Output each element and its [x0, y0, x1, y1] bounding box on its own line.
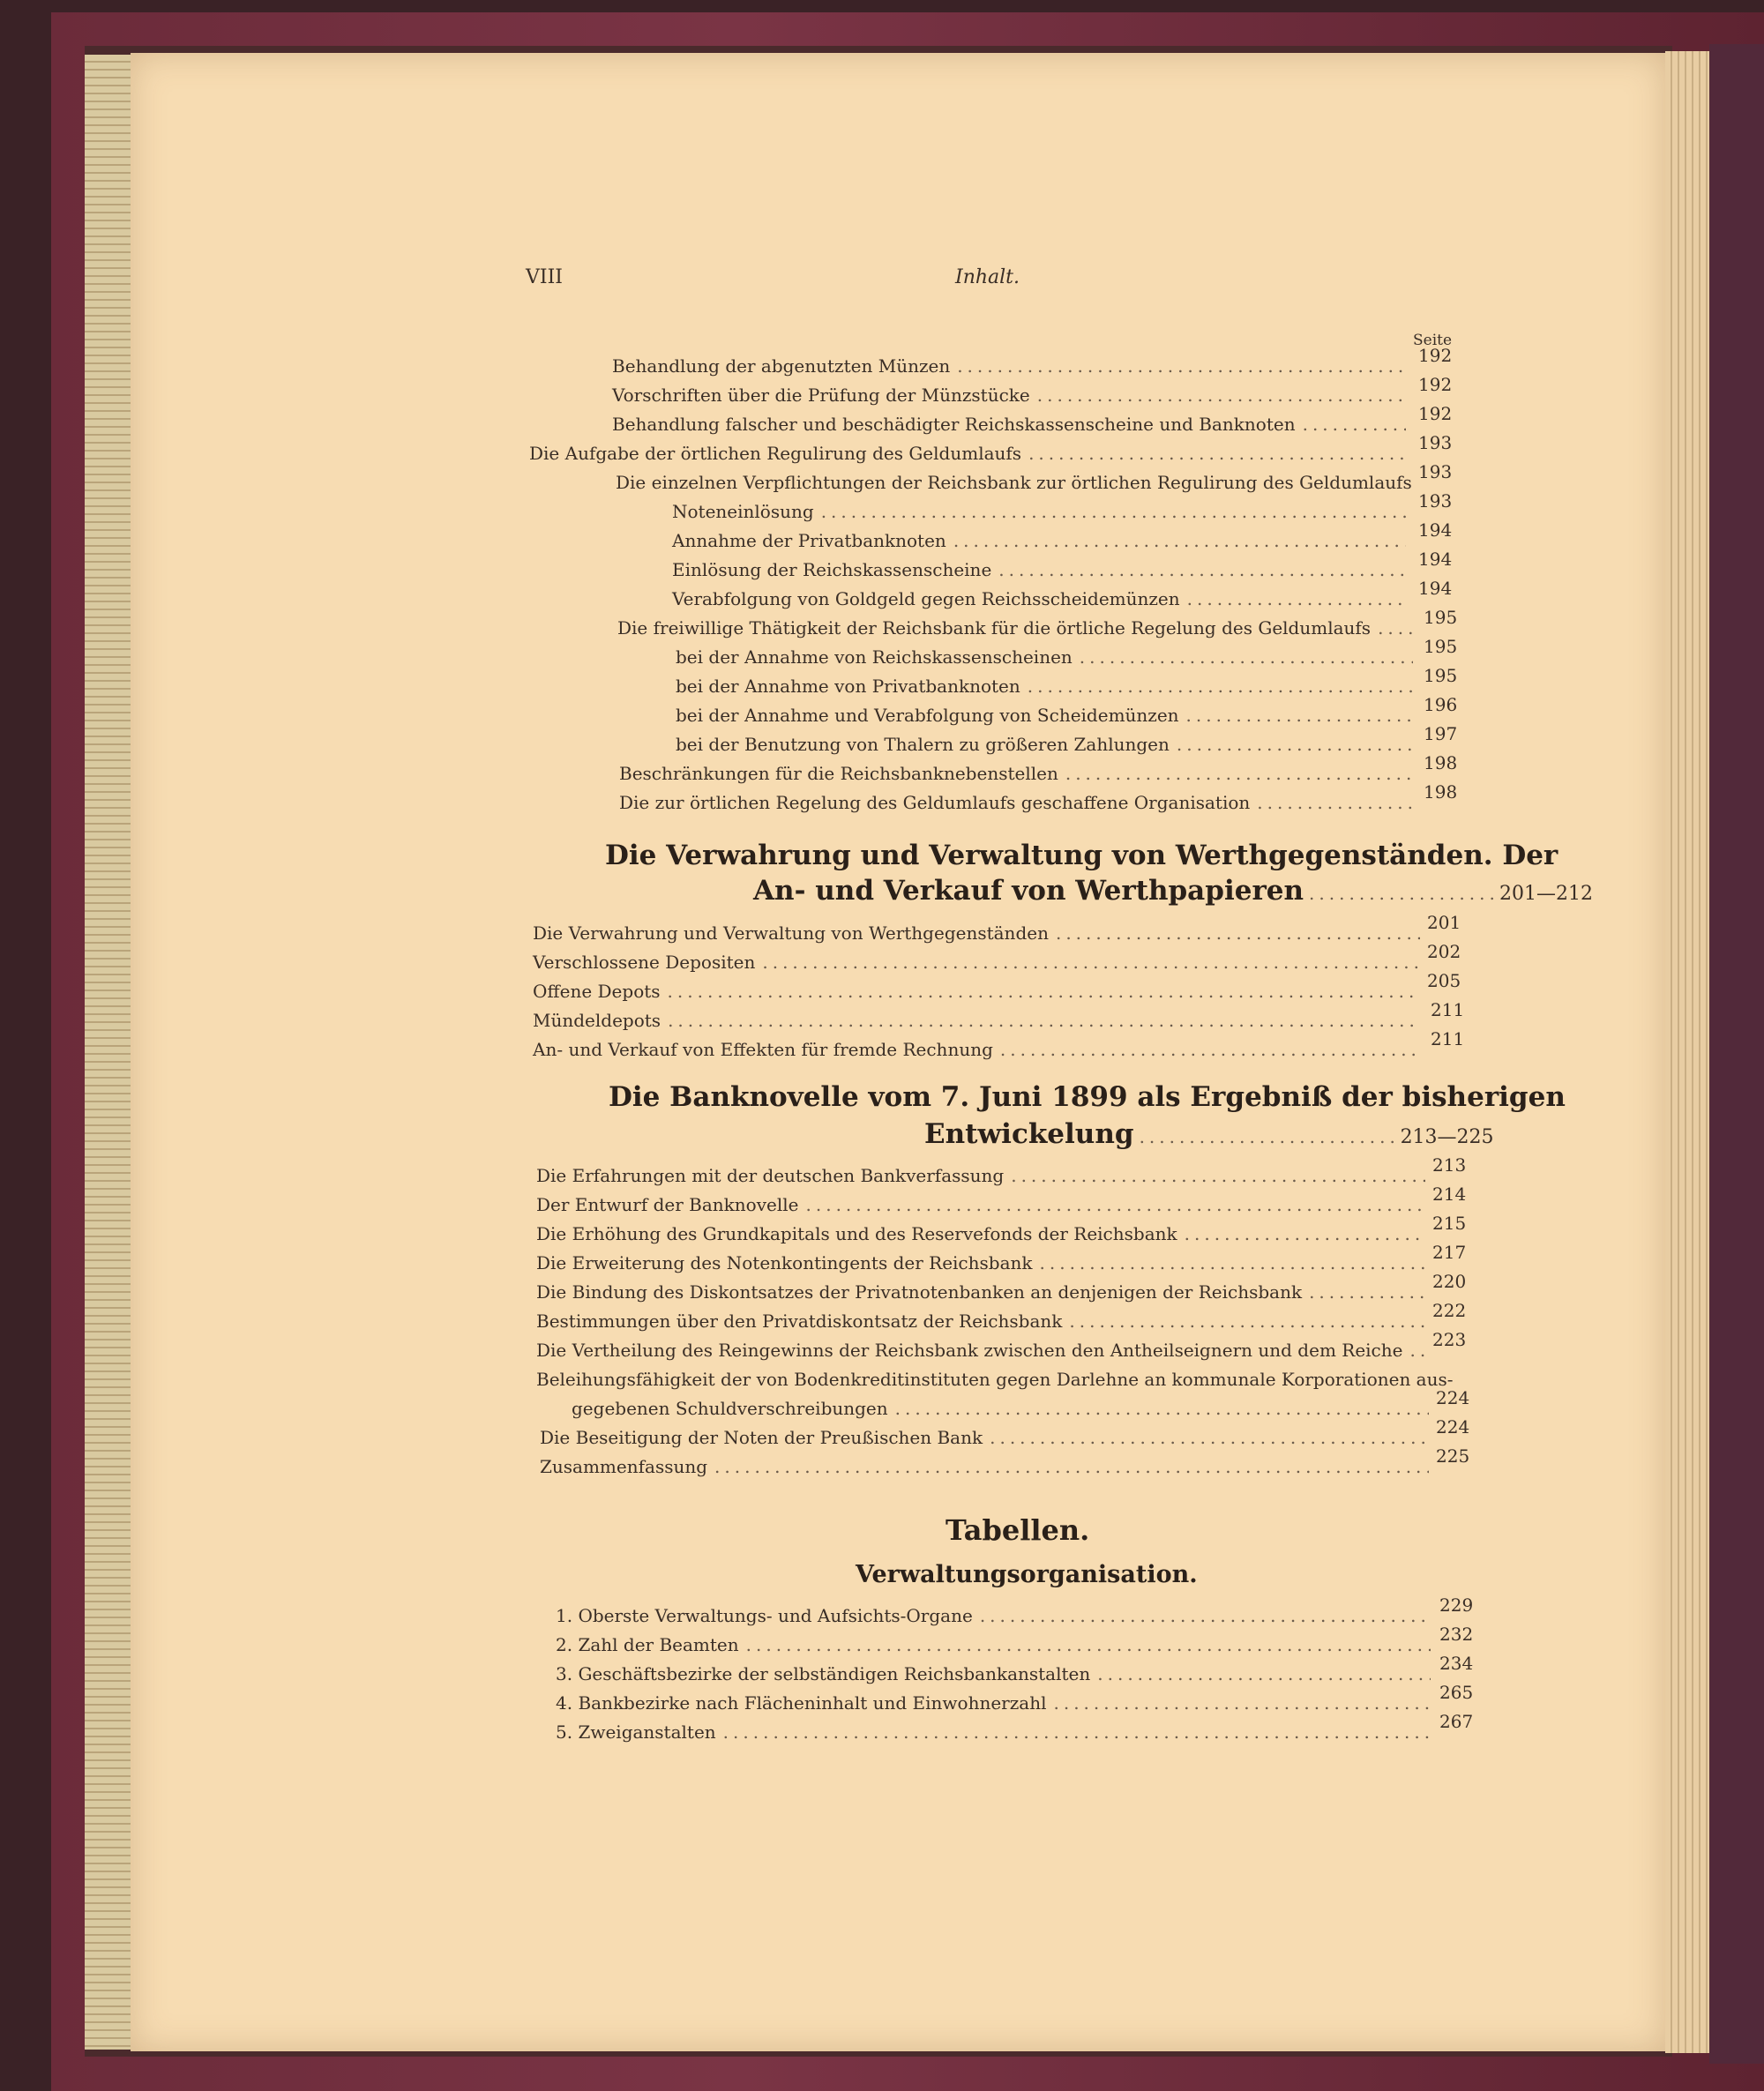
- toc-entry: Mündeldepots ..... 211: [533, 1007, 1427, 1034]
- toc-entry: Verschlossene Depositen ..... 202: [533, 949, 1427, 975]
- toc-entry: Behandlung falscher und beschädigter Reichskassenscheine und Banknoten ..... 192: [612, 411, 1413, 437]
- toc-entry: bei der Annahme von Reichskassenscheinen ..... 195: [676, 644, 1420, 670]
- toc-entry: Beleihungsfähigkeit der von Bodenkreditinstituten gegen Darlehne an kommunale Korporationen aus-: [536, 1369, 1454, 1390]
- section-heading: Die Verwahrung und Verwaltung von Werthgegenständen. Der: [605, 840, 1558, 871]
- toc-entry: Vorschriften über die Prüfung der Münzstücke ..... 192: [612, 382, 1413, 408]
- toc-entry: Die Erhöhung des Grundkapitals und des Reservefonds der Reichsbank ..... 215: [536, 1221, 1432, 1247]
- toc-entry: Verabfolgung von Goldgeld gegen Reichsscheidemünzen ..... 194: [672, 586, 1413, 612]
- toc-entry: bei der Annahme von Privatbanknoten ..... 195: [676, 673, 1420, 699]
- toc-entry: Offene Depots ..... 205: [533, 978, 1427, 1004]
- toc-entry: Behandlung der abgenutzten Münzen ..... 192: [612, 353, 1413, 379]
- tables-subheading: Verwaltungsorganisation.: [856, 1561, 1198, 1588]
- toc-entry: Die Vertheilung des Reingewinns der Reichsbank zwischen den Antheilseignern und dem Reiche ..... 223: [536, 1337, 1432, 1363]
- page-stack-right: [1665, 51, 1709, 2053]
- table-list-entry: 3. Geschäftsbezirke der selbständigen Reichsbankanstalten ..... 234: [556, 1661, 1438, 1687]
- toc-entry: Einlösung der Reichskassenscheine ..... 194: [672, 556, 1413, 583]
- toc-entry: Bestimmungen über den Privatdiskontsatz der Reichsbank ..... 222: [536, 1308, 1432, 1334]
- toc-entry: Die zur örtlichen Regelung des Geldumlaufs geschaffene Organisation ..... 198: [619, 789, 1420, 816]
- tables-heading: Tabellen.: [946, 1513, 1090, 1547]
- table-list-entry: 5. Zweiganstalten ..... 267: [556, 1719, 1438, 1745]
- toc-entry: bei der Benutzung von Thalern zu größeren Zahlungen ..... 197: [676, 731, 1420, 758]
- toc-entry: Die Erweiterung des Notenkontingents der Reichsbank ..... 217: [536, 1250, 1432, 1276]
- table-list-entry: 2. Zahl der Beamten ..... 232: [556, 1632, 1438, 1658]
- section-heading-line2: Entwickelung ..... 213—225: [924, 1118, 1494, 1154]
- toc-entry: Noteneinlösung ..... 193: [672, 498, 1413, 525]
- toc-entry: Beschränkungen für die Reichsbanknebenstellen ..... 198: [619, 760, 1420, 787]
- table-list-entry: 1. Oberste Verwaltungs- und Aufsichts-Organe ..... 229: [556, 1602, 1438, 1629]
- page-title: Inhalt.: [955, 266, 1020, 288]
- toc-entry: Die Aufgabe der örtlichen Regulirung des Geldumlaufs ..... 193: [529, 440, 1413, 467]
- toc-entry: Die freiwillige Thätigkeit der Reichsbank für die örtliche Regelung des Geldumlaufs ..... 195: [617, 615, 1420, 641]
- toc-entry: Zusammenfassung ..... 225: [540, 1453, 1436, 1480]
- section-heading: Die Banknovelle vom 7. Juni 1899 als Ergebniß der bisherigen: [609, 1081, 1566, 1113]
- toc-entry: Die Beseitigung der Noten der Preußischen Bank ..... 224: [540, 1424, 1436, 1451]
- page-stack-left: [85, 55, 134, 2050]
- page-column-heading: Seite: [1413, 332, 1453, 349]
- table-list-entry: 4. Bankbezirke nach Flächeninhalt und Einwohnerzahl ..... 265: [556, 1690, 1438, 1716]
- toc-entry: Die Verwahrung und Verwaltung von Werthgegenständen ..... 201: [533, 920, 1427, 946]
- toc-entry: Die Bindung des Diskontsatzes der Privatnotenbanken an denjenigen der Reichsbank ..... 220: [536, 1279, 1432, 1305]
- back-cover-edge: [1709, 44, 1764, 2064]
- toc-entry: Der Entwurf der Banknovelle ..... 214: [536, 1191, 1432, 1218]
- toc-entry: gegebenen Schuldverschreibungen ..... 224: [572, 1395, 1436, 1422]
- toc-entry: Die einzelnen Verpflichtungen der Reichsbank zur örtlichen Regulirung des Geldumlaufs 193: [616, 461, 1453, 493]
- toc-entry: bei der Annahme und Verabfolgung von Scheidemünzen ..... 196: [676, 702, 1420, 728]
- page-number: VIII: [526, 266, 563, 288]
- section-heading-line2: An- und Verkauf von Werthpapieren ..... 201—212: [753, 875, 1593, 910]
- toc-entry: An- und Verkauf von Effekten für fremde Rechnung ..... 211: [533, 1036, 1427, 1063]
- toc-entry: Die Erfahrungen mit der deutschen Bankverfassung ..... 213: [536, 1162, 1432, 1189]
- toc-entry: Annahme der Privatbanknoten ..... 194: [672, 527, 1413, 554]
